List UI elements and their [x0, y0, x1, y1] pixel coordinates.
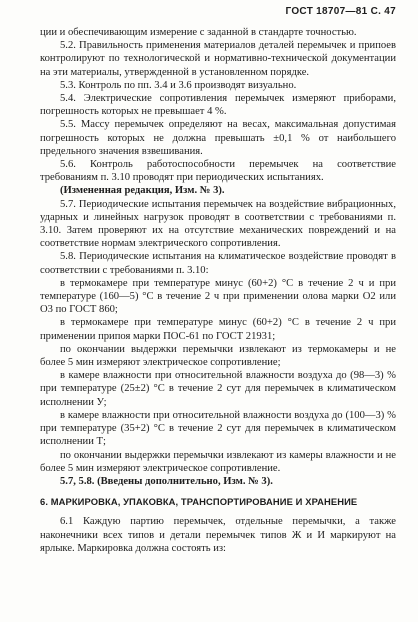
list-item-humidity-t: в камере влажности при относительной влажности воздуха до (100—3) % при температуре (35+2) °С в течение 2 сут для перемычек в климатическом исполнении Т;: [40, 409, 396, 448]
paragraph-5-3: 5.3. Контроль по пп. 3.4 и 3.6 производят визуально.: [60, 79, 297, 91]
paragraph-5-2: 5.2. Правильность применения материалов деталей перемычек и припоев контролируют по технологической и нормативно-технической документации на эти материалы, утвержденной в установленном порядке.: [40, 40, 396, 78]
list-item-thermo-measure: по окончании выдержки перемычки извлекают из термокамеры и не более 5 мин измеряют электрическое сопротивление;: [40, 343, 396, 369]
document-body: [40, 26, 396, 555]
paragraph-5-6: 5.6. Контроль работоспособности перемычек на соответствие требованиям п. 3.10 проводят при периодических испытаниях.: [40, 159, 396, 184]
list-item-humidity-u: в камере влажности при относительной влажности воздуха до (98—3) % при температуре (25±2) °С в течение 2 сут для перемычек в климатическом исполнении У;: [40, 370, 396, 408]
list-item-humidity-measure: по окончании выдержки перемычки извлекают из камеры влажности и не более 5 мин измеряют электрическое сопротивление.: [40, 449, 396, 474]
paragraph-5-7: 5.7. Периодические испытания перемычек на воздействие вибрационных, ударных и линейных нагрузок проводят в соответствии с требованиями п. 3.10. Затем проверяют их на отсутствие механических повреждений и на соответствие нормам электрического сопротивления.: [40, 198, 396, 250]
paragraph-5-8: 5.8. Периодические испытания на климатическое воздействие проводят в соответствии с требованиями п. 3.10:: [40, 251, 396, 276]
list-item-thermo-2: в термокамере при температуре минус (60+2) °С в течение 2 ч при применении припоя марки ПОС-61 по ГОСТ 21931;: [40, 317, 396, 342]
paragraph-6-1: 6.1 Каждую партию перемычек, отдельные перемычки, а также наконечники всех типов и детали перемычек типов Ж и И маркируют на ярлыке. Маркировка должна состоять из:: [40, 516, 396, 554]
addition-note: 5.7, 5.8. (Введены дополнительно, Изм. № 3).: [60, 475, 273, 487]
paragraph-0: ции и обеспечивающим измерение с заданной в стандарте точностью.: [40, 27, 357, 38]
amendment-note: (Измененная редакция, Изм. № 3).: [60, 185, 225, 197]
section-heading: 6. МАРКИРОВКА, УПАКОВКА, ТРАНСПОРТИРОВАНИЕ И ХРАНЕНИЕ: [40, 496, 358, 508]
list-item-thermo-1: в термокамере при температуре минус (60+2) °С в течение 2 ч и при температуре (160—5) °С в течение 2 ч при применении олова марки О2 или О3 по ГОСТ 860;: [40, 277, 396, 316]
paragraph-5-5: 5.5. Массу перемычек определяют на весах, максимальная допустимая погрешность которых не должна превышать ±0,1 % от наибольшего предельного значения взвешивания.: [40, 119, 396, 157]
paragraph-5-4: 5.4. Электрические сопротивления перемычек измеряют приборами, погрешность которых не превышает 4 %.: [40, 93, 396, 118]
page-header: ГОСТ 18707—81 С. 47: [285, 6, 396, 17]
